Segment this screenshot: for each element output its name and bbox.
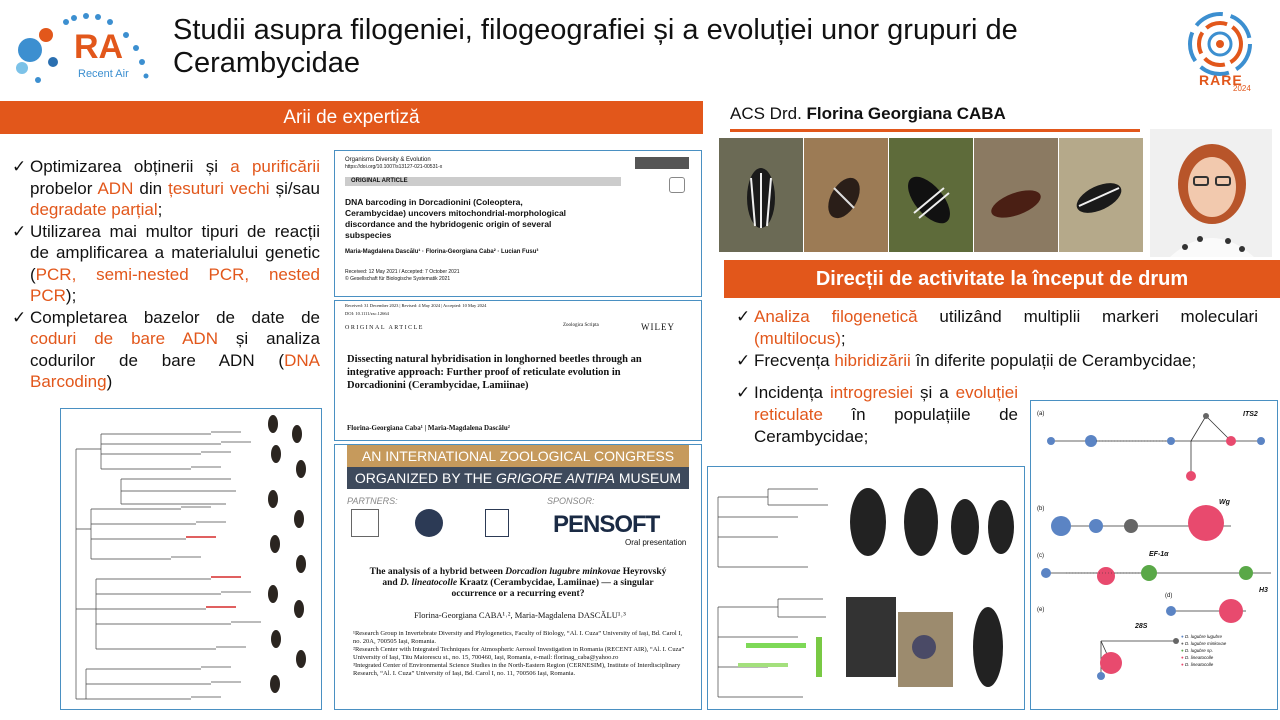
paper-2-doi: DOI: 10.1111/zsc.12664 bbox=[345, 311, 389, 316]
rare-logo-text: RARE bbox=[1199, 72, 1243, 88]
network-label-its2: ITS2 bbox=[1243, 411, 1258, 418]
network-label-ef1a: EF-1α bbox=[1149, 551, 1169, 558]
ra-logo-subtitle: Recent Air bbox=[78, 68, 129, 80]
partners-label: PARTNERS: bbox=[347, 496, 398, 506]
network-label-a: (a) bbox=[1037, 411, 1045, 417]
directions-section-title: Direcții de activitate la început de drum bbox=[724, 260, 1280, 298]
directions-list bbox=[736, 306, 1258, 372]
legend-item: ● D. lugubre minkovae bbox=[1181, 641, 1227, 646]
text-run: utilizând multiplii markeri moleculari bbox=[917, 307, 1258, 326]
affiliation-3: ³Integrated Center of Environmental Science Studies in the North-Eastern Region (CERNESIM), Institute of Interdisciplinary Research, “Al. I. Cuza” University of Iași, Bd. Carol I, no. 11, 700506 Iași, Romania. bbox=[353, 662, 681, 677]
expertise-list bbox=[12, 156, 320, 393]
paper-2-badge: ORIGINAL ARTICLE bbox=[345, 325, 424, 331]
text-run: ; bbox=[840, 329, 846, 348]
paper-1-doi: https://doi.org/10.1007/s13127-021-00531-x bbox=[345, 164, 443, 170]
network-label-wg: Wg bbox=[1219, 499, 1230, 506]
phylogeny-beetles-figure bbox=[707, 466, 1025, 710]
text-run: în populațiile de Cerambycidae; bbox=[754, 405, 1018, 446]
text-run: probelor bbox=[30, 178, 98, 198]
partner-logo-2 bbox=[415, 509, 443, 537]
congress-banner-line1: AN INTERNATIONAL ZOOLOGICAL CONGRESS bbox=[347, 445, 689, 467]
text-run: și analiza codurilor de bare ADN ( bbox=[30, 329, 320, 370]
network-label-28s: 28S bbox=[1135, 623, 1148, 630]
expertise-item-text bbox=[30, 307, 320, 393]
paper-1-journal: Organisms Diversity & Evolution bbox=[345, 157, 431, 163]
paper-2-publisher: WILEY bbox=[641, 322, 675, 332]
expertise-item bbox=[12, 156, 320, 221]
check-icon: ✓ bbox=[12, 307, 27, 327]
highlight-term: ADN bbox=[97, 178, 134, 198]
network-label-c: (c) bbox=[1037, 553, 1044, 559]
paper-2-authors: Florina-Georgiana Caba¹ | Maria-Magdalena Dascălu² bbox=[347, 424, 510, 432]
check-icon: ✓ bbox=[736, 351, 751, 370]
highlight-term: degradate parțial bbox=[30, 200, 158, 219]
direction-item bbox=[736, 382, 1018, 448]
text-run: ; bbox=[157, 200, 163, 219]
check-icon: ✓ bbox=[12, 221, 27, 241]
beetle-photo bbox=[719, 138, 803, 252]
paper-2-title: Dissecting natural hybridisation in longhorned beetles through an integrative approach: Further proof of reticulate evolution in Dorcadionini (Cerambycidae, Lamiinae) bbox=[347, 354, 642, 391]
oral-presentation-label: Oral presentation bbox=[625, 538, 687, 547]
paper-1-title: DNA barcoding in Dorcadionini (Coleoptera, Cerambycidae) uncovers mitochondrial-morphological discordance and the hybridogenic origin of several subspecies bbox=[345, 197, 567, 240]
network-label-e: (e) bbox=[1037, 607, 1045, 613]
text-run: ) bbox=[106, 372, 113, 391]
text-run: din bbox=[133, 178, 169, 198]
paper-2-journal: Zoologica Scripta bbox=[563, 323, 599, 328]
highlight-term: țesuturi vechi bbox=[168, 178, 270, 198]
paper-1-copyright: © Gesellschaft für Biologische Systematik 2021 bbox=[345, 276, 451, 282]
text-run: Utilizarea mai multor tipuri de reacții de amplificarea a materialului genetic ( bbox=[30, 221, 320, 284]
congress-affiliations bbox=[353, 630, 685, 678]
author-underline bbox=[730, 129, 1140, 132]
text-run: Frecvența bbox=[754, 351, 835, 370]
rare-logo-year: 2024 bbox=[1233, 84, 1251, 93]
paper-2-card bbox=[334, 300, 702, 441]
beetle-photo bbox=[804, 138, 888, 252]
text-run: și a bbox=[913, 383, 956, 402]
page-title: Studii asupra filogeniei, filogeografiei și a evoluției unor grupuri de Cerambycidae bbox=[173, 14, 1018, 79]
expertise-section-title: Arii de expertiză bbox=[0, 101, 703, 134]
sponsor-logo: PENSOFT bbox=[553, 511, 660, 538]
highlight-term: Analiza filogenetică bbox=[754, 307, 918, 326]
check-icon: ✓ bbox=[12, 157, 27, 176]
highlight-term: DNA Barcoding bbox=[30, 350, 320, 391]
text-run: în diferite populații de Cerambycidae; bbox=[910, 351, 1197, 370]
affiliation-1: ¹Research Group in Invertebrate Diversity and Phylogenetics, Faculty of Biology, “Al. I. Cuza” University of Iași, Bd. Carol I, no. 20A, 700505 Iași, Romania. bbox=[353, 630, 683, 645]
network-label-d: (d) bbox=[1165, 593, 1173, 599]
legend-item: ● D. lugubre sp. bbox=[1181, 648, 1213, 653]
highlight-term: PCR, semi-nested PCR, nested PCR bbox=[30, 264, 320, 305]
text-run: Optimizarea obținerii și bbox=[30, 157, 231, 176]
beetle-photo bbox=[1059, 138, 1143, 252]
network-label-h3: H3 bbox=[1259, 587, 1268, 594]
highlight-term: coduri de bare ADN bbox=[30, 329, 218, 348]
direction-item-text bbox=[754, 350, 1196, 372]
paper-1-authors: Maria-Magdalena Dascălu¹ · Florina-Georgiana Caba² · Lucian Fusu³ bbox=[345, 249, 539, 255]
text-run: ); bbox=[65, 286, 77, 305]
highlight-term: introgresiei bbox=[829, 383, 914, 402]
expertise-item bbox=[12, 221, 320, 307]
text-run: Completarea bazelor de date de bbox=[30, 307, 320, 327]
paper-1-card bbox=[334, 150, 702, 297]
expertise-item-text bbox=[30, 156, 320, 221]
rare-logo bbox=[1175, 8, 1265, 96]
recent-air-logo bbox=[8, 10, 158, 90]
haplotype-network-figure bbox=[1030, 400, 1278, 710]
author-line: ACS Drd. Florina Georgiana CABA bbox=[730, 104, 1006, 123]
text-run: și/sau bbox=[269, 178, 320, 198]
check-icon: ✓ bbox=[736, 307, 751, 326]
check-icon: ✓ bbox=[736, 383, 751, 402]
legend-item: ● D. lineatocolle bbox=[1181, 655, 1214, 660]
ra-logo-letters: RA bbox=[74, 28, 124, 66]
congress-abstract-card bbox=[334, 444, 702, 710]
sponsor-label: SPONSOR: bbox=[547, 496, 595, 506]
expertise-item-text bbox=[30, 221, 320, 307]
partner-logo-3 bbox=[485, 509, 509, 537]
portrait-photo bbox=[1150, 129, 1272, 257]
phylogenetic-tree-figure bbox=[60, 408, 322, 710]
congress-banner-line2: ORGANIZED BY THE GRIGORE ANTIPA MUSEUM bbox=[347, 467, 689, 489]
highlight-term: evoluției reticulate bbox=[754, 383, 1018, 424]
affiliation-2: ²Research Center with Integrated Techniques for Atmospheric Aerosol Investigation in Romania (RECENT AIR), “Al. I. Cuza” University of Iași, Titu Maiorescu st., no. 15, 700460, Iași, Romania, e-mail: florinag_caba@yahoo.ro bbox=[353, 646, 685, 661]
direction-item-text bbox=[754, 382, 1018, 448]
highlight-term: a purificării bbox=[230, 157, 320, 176]
legend-item: ● D. lugubre lugubre bbox=[1181, 634, 1223, 639]
paper-2-dates: Received: 31 December 2023 | Revised: 4 May 2024 | Accepted: 10 May 2024 bbox=[345, 303, 487, 308]
direction-item-text bbox=[754, 306, 1258, 350]
crossmark-icon bbox=[669, 177, 685, 193]
text-run: Incidența bbox=[754, 383, 830, 402]
journal-logo bbox=[635, 157, 689, 169]
highlight-term: hibridizării bbox=[834, 351, 911, 370]
legend-item: ● D. lineatocolle bbox=[1181, 662, 1214, 667]
beetle-photo bbox=[889, 138, 973, 252]
congress-abstract-title: The analysis of a hybrid between Dorcadion lugubre minkovae Heyrovský and D. lineatocolle Kraatz (Cerambycidae, Lamiinae) — a singular occurrence or a recurring event? bbox=[369, 567, 667, 599]
expertise-item bbox=[12, 307, 320, 393]
author-name: Florina Georgiana CABA bbox=[806, 104, 1006, 123]
paper-1-badge: ORIGINAL ARTICLE bbox=[345, 177, 621, 186]
network-legend bbox=[1181, 633, 1226, 668]
partner-logo-1 bbox=[351, 509, 379, 537]
beetle-photo bbox=[974, 138, 1058, 252]
paper-1-received: Received: 12 May 2021 / Accepted: 7 October 2021 bbox=[345, 269, 460, 275]
network-label-b: (b) bbox=[1037, 506, 1045, 512]
highlight-term: (multilocus) bbox=[754, 329, 841, 348]
congress-abstract-authors: Florina-Georgiana CABA¹˒², Maria-Magdalena DASCĂLU¹˒³ bbox=[414, 610, 626, 620]
direction-item bbox=[736, 350, 1258, 372]
direction-item bbox=[736, 306, 1258, 350]
